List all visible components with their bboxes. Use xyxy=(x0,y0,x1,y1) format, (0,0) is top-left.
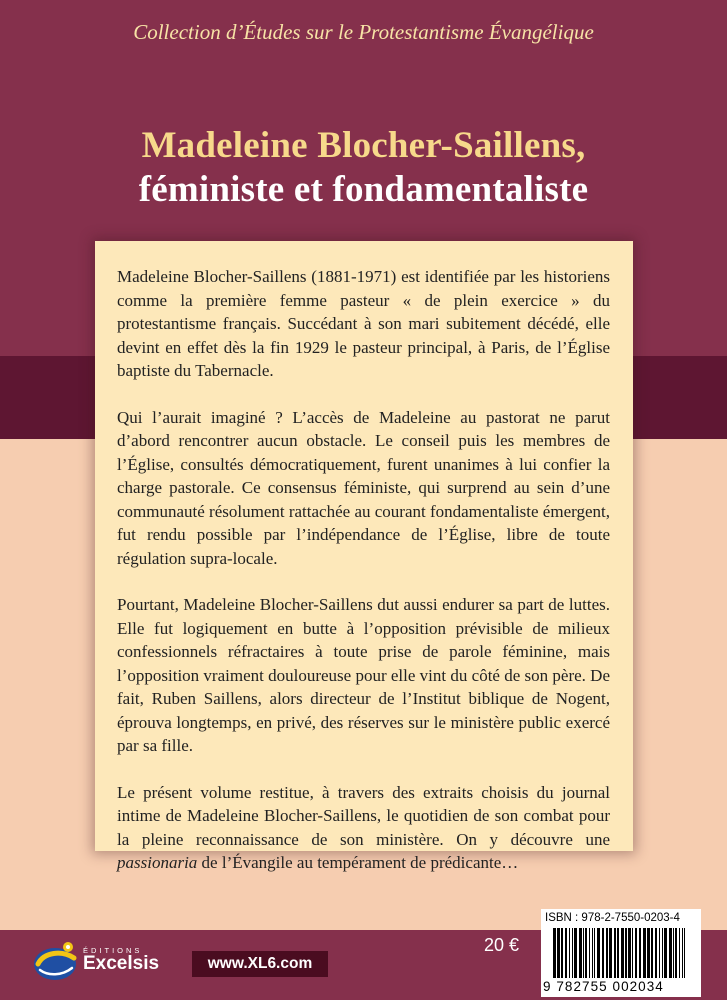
blurb-paragraph-4-end: de l’Évangile au tempérament de prédicante… xyxy=(197,853,519,872)
publisher-name: Excelsis xyxy=(83,953,160,974)
blurb-text xyxy=(117,265,610,875)
ean-digits: 9 782755 002034 xyxy=(543,979,664,994)
publisher-small-label: ÉDITIONS xyxy=(83,946,143,955)
book-title-line-1: Madeleine Blocher-Saillens, xyxy=(141,125,586,166)
excelsis-logo-icon xyxy=(32,940,80,984)
isbn-label: ISBN : 978-2-7550-0203-4 xyxy=(545,912,680,924)
blurb-paragraph-4 xyxy=(117,781,610,875)
book-title-line-2: féministe et fondamentaliste xyxy=(138,169,589,210)
blurb-emphasis: passionaria xyxy=(117,853,198,872)
blurb-paragraph-1: Madeleine Blocher-Saillens (1881-1971) est identifiée par les historiens comme la première femme pasteur « de plein exercice » du protestantisme français. Succédant à son mari subitement décédé, elle devint en effet dès la fin 1929 le pasteur principal, à Paris, de l’Église baptiste du Tabernacle. xyxy=(117,267,610,380)
blurb-paragraph-2: Qui l’aurait imaginé ? L’accès de Madeleine au pastorat ne parut d’abord rencontrer aucun obstacle. Le conseil puis les membres de l’Église, consultés démocratiquement, furent unanimes à lui confier la charge pastorale. Ce consensus féministe, qui surprend au sein d’une communauté résolument rattachée au courant fondamentaliste émergent, fut rendu possible par l’indépendance de l’Église, libre de toute régulation supra-locale. xyxy=(117,407,610,568)
blurb-paragraph-4-start: Le présent volume restitue, à travers des extraits choisis du journal intime de Madeleine Blocher-Saillens, le quotidien de son combat pour la pleine reconnaissance de son ministère. On y découvre une xyxy=(117,782,610,849)
blurb-paragraph-3: Pourtant, Madeleine Blocher-Saillens dut aussi endurer sa part de luttes. Elle fut logiquement en butte à l’opposition prévisible de milieux confessionnels réfractaires à toute prise de parole féminine, mais l’opposition vraiment douloureuse pour elle vint du côté de son père. De fait, Ruben Saillens, alors directeur de l’Institut biblique de Nogent, éprouva longtemps, en privé, des réserves sur le ministère public exercé par sa fille. xyxy=(117,595,610,755)
series-label: Collection d’Études sur le Protestantisme Évangélique xyxy=(133,20,594,44)
publisher-url: www.XL6.com xyxy=(192,951,328,977)
price: 20 € xyxy=(484,935,520,955)
barcode-icon xyxy=(551,928,691,980)
barcode-block xyxy=(541,909,701,997)
